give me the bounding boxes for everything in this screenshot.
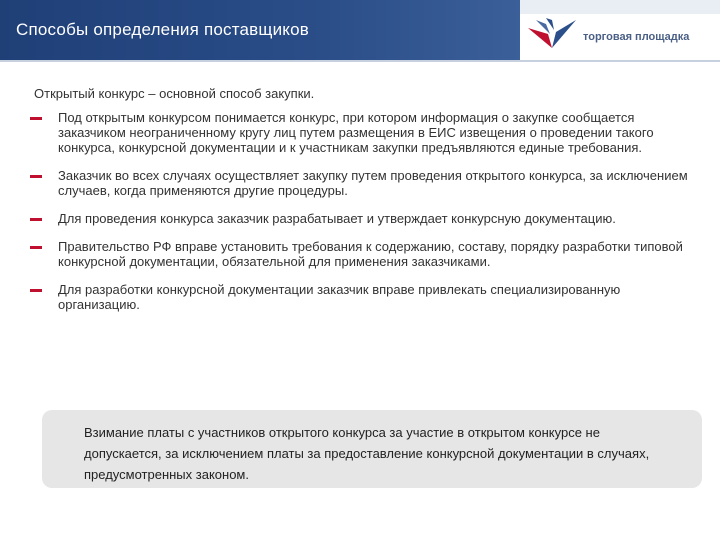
slide-title: Способы определения поставщиков [16,20,309,39]
logo-text: торговая площадка [583,31,690,43]
bullet-marker [30,175,42,178]
note-text: Взимание платы с участников открытого конкурса за участие в открытом конкурсе не допускается, за исключением платы за предоставление конкурсной документации в случаях, предусмотренных законом. [84,425,650,482]
bullet-marker [30,117,42,120]
bullet-marker [30,246,42,249]
arrow-logo-icon [526,14,578,54]
header-bar [0,0,520,60]
header-accent-strip [520,0,720,14]
bullet-marker [30,289,42,292]
list-item [30,211,700,226]
header-divider [0,60,720,62]
note-box [42,410,702,488]
bullet-marker [30,218,42,221]
bullet-text: Под открытым конкурсом понимается конкурс, при котором информация о закупке сообщается заказчиком неограниченному кругу лиц путем размещения в ЕИС извещения о проведении такого конкурса, конкурсной документации и к участникам закупки предъявляются единые требования. [58,110,654,155]
intro-text: Открытый конкурс – основной способ закупки. [34,86,315,101]
slide-header [0,0,720,60]
bullet-list [30,110,700,325]
bullet-text: Для разработки конкурсной документации заказчик вправе привлекать специализированную организацию. [58,282,621,312]
list-item [30,282,700,312]
bullet-text: Правительство РФ вправе установить требования к содержанию, составу, порядку разработки типовой конкурсной документации, обязательной для применения заказчиками. [58,239,683,269]
list-item [30,110,700,155]
list-item [30,239,700,269]
list-item [30,168,700,198]
bullet-text: Заказчик во всех случаях осуществляет закупку путем проведения открытого конкурса, за исключением случаев, когда применяются другие процедуры. [58,168,688,198]
bullet-text: Для проведения конкурса заказчик разрабатывает и утверждает конкурсную документацию. [58,211,616,226]
